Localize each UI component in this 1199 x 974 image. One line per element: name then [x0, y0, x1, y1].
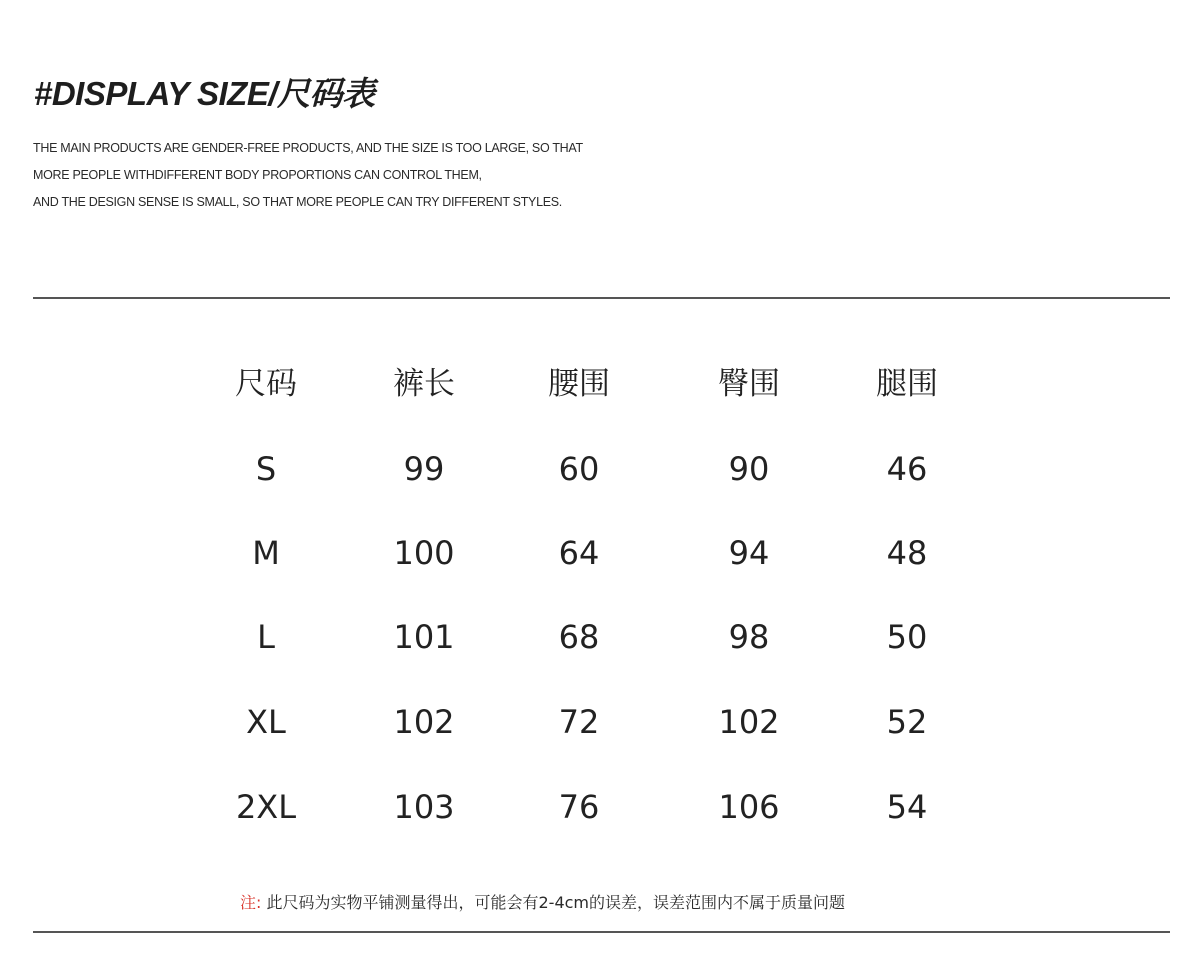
table-cell-hip: 98 [728, 618, 770, 656]
table-cell-hip: 102 [718, 703, 780, 741]
table-cell-thigh: 54 [886, 788, 928, 826]
table-cell-hip: 106 [718, 788, 780, 826]
footnote [240, 890, 845, 913]
intro-line: AND THE DESIGN SENSE IS SMALL, SO THAT MORE PEOPLE CAN TRY DIFFERENT STYLES. [33, 195, 562, 209]
column-header-waist: 腰围 [548, 366, 610, 402]
table-cell-thigh: 48 [886, 534, 928, 572]
table-cell-hip: 90 [728, 450, 770, 488]
column-header-thigh: 腿围 [876, 366, 938, 402]
bottom-divider [33, 931, 1170, 933]
table-cell-size: S [255, 450, 277, 488]
intro-line: MORE PEOPLE WITHDIFFERENT BODY PROPORTIONS CAN CONTROL THEM, [33, 168, 482, 182]
table-cell-thigh: 52 [886, 703, 928, 741]
intro-text [33, 135, 653, 216]
table-cell-waist: 60 [558, 450, 600, 488]
footnote-marker: 注: [240, 893, 262, 912]
table-cell-hip: 94 [728, 534, 770, 572]
table-cell-pants-length: 100 [393, 534, 455, 572]
table-cell-thigh: 46 [886, 450, 928, 488]
table-cell-size: L [257, 618, 275, 656]
table-cell-waist: 68 [558, 618, 600, 656]
column-header-pants-length: 裤长 [393, 366, 455, 402]
table-cell-size: XL [246, 703, 286, 741]
table-cell-pants-length: 101 [393, 618, 455, 656]
intro-line: THE MAIN PRODUCTS ARE GENDER-FREE PRODUCTS, AND THE SIZE IS TOO LARGE, SO THAT [33, 141, 583, 155]
table-cell-waist: 64 [558, 534, 600, 572]
table-cell-pants-length: 102 [393, 703, 455, 741]
table-cell-size: 2XL [235, 788, 297, 826]
table-cell-thigh: 50 [886, 618, 928, 656]
table-cell-waist: 76 [558, 788, 600, 826]
column-header-hip: 臀围 [718, 366, 780, 402]
table-cell-pants-length: 99 [403, 450, 445, 488]
top-divider [33, 297, 1170, 299]
table-cell-waist: 72 [558, 703, 600, 741]
column-header-size: 尺码 [235, 366, 297, 402]
table-cell-pants-length: 103 [393, 788, 455, 826]
page-title: #DISPLAY SIZE/尺码表 [34, 75, 375, 112]
table-cell-size: M [252, 534, 280, 572]
footnote-text: 此尺码为实物平铺测量得出，可能会有2-4cm的误差，误差范围内不属于质量问题 [261, 893, 846, 912]
